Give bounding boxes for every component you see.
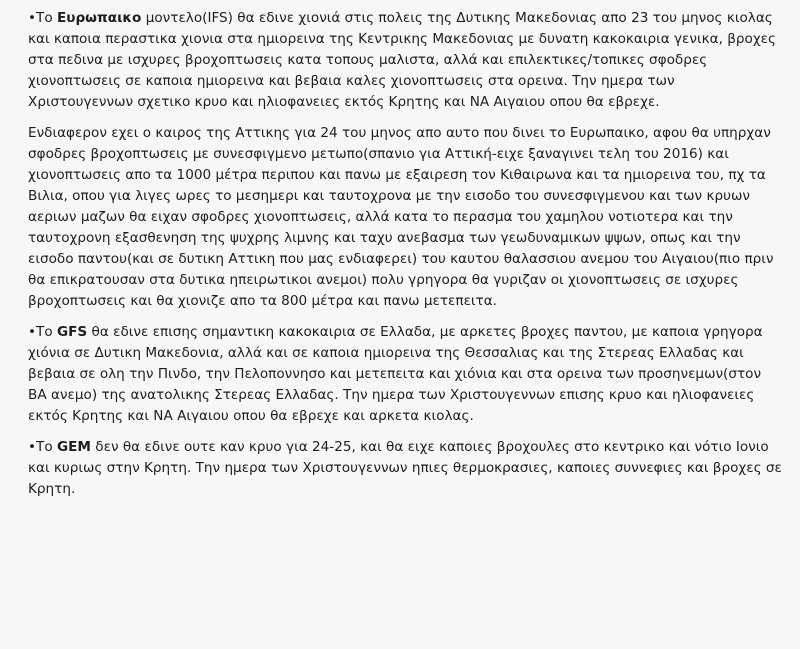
paragraph-gfs-model — [28, 322, 782, 427]
paragraph-attica — [28, 123, 782, 312]
paragraph-lead: Το — [36, 10, 57, 26]
paragraph-gem-model — [28, 437, 782, 500]
paragraph-text: Ενδιαφερον εχει ο καιρος της Αττικης για 24 του μηνος απο αυτο που δινει το Ευρωπαικο, αφου θα υπηρχαν σφοδρες βροχοπτωσεις με συνεσφιγμενο μετωπο(σπανιο για Αττική-ειχε ξαναγινει τελη του 2016) και χιονοπτωσεις απο τα 1000 μέτρα περιπου και πανω με εξαιρεση τον Κιθαιρωνα και τα ημιορεινα του, πχ τα Βιλια, οπου για λιγες ωρες το μεσημερι και ταυτοχρονα με την εισοδο του συνεσφιγμενου και των κρυων αεριων μαζων θα ειχαν σφοδρες χιονοπτωσεις, αλλά κατα το περασμα του χαμηλου νοτιοτερα και την ταυτοχρονη εξασθενηση της ψυχρης λιμνης και ταχυ ανεβασμα των γεωδυναμικων ψψων, οπως και την εισοδο παντου(και σε δυτικη Αττικη που μας ενδιαφερει) του καυτου θαλασσιου ανεμου του Αιγαιου(πιο πριν θα επικρατουσαν στα δυτικα ηπειρωτικοι ανεμοι) πολυ γρηγορα θα γυριζαν οι χιονοπτωσεις σε ισχυρες βροχοπτωσεις και θα χιονιζε απο τα 800 μέτρα και πανω μετεπειτα. — [28, 125, 774, 309]
bullet: • — [28, 439, 37, 455]
model-name-gfs: GFS — [56, 324, 88, 340]
bullet: • — [28, 10, 37, 26]
paragraph-text: θα εδινε επισης σημαντικη κακοκαιρια σε Ελλαδα, με αρκετες βροχες παντου, με καποια γρηγορα χιόνια σε Δυτικη Μακεδονια, αλλά και σε καποια ημιορεινα της Θεσσαλιας και της Στερεας Ελλαδας και βεβαια σε ολη την Πινδο, την Πελοποννησο και μετεπειτα και χιόνια και στα ορεινα των προσηνεμων(στον ΒΑ ανεμο) της ανατολικης Στερεας Ελλαδας. Την ημερα των Χριστουγεννων επισης κρυο και ηλιοφανειες εκτός Κρητης και ΝΑ Αιγαιου οπου θα εβρεχε και αρκετα κιολας. — [28, 324, 763, 424]
paragraph-european-model — [28, 8, 782, 113]
paragraph-text: δεν θα εδινε ουτε καν κρυο για 24-25, και θα ειχε καποιες βροχουλες στο κεντρικο και νότιο Ιονιο και κυριως στην Κρητη. Την ημερα των Χριστουγεννων ηπιες θερμοκρασιες, καποιες συννεφιες και βροχες σε Κρητη. — [28, 439, 782, 497]
paragraph-lead: Το — [36, 439, 57, 455]
model-name-gem: GEM — [56, 439, 91, 455]
model-name-european: Ευρωπαικο — [56, 10, 142, 26]
paragraph-lead: Το — [36, 324, 57, 340]
bullet: • — [28, 324, 37, 340]
paragraph-text: μοντελο(IFS) θα εδινε χιονιά στις πολεις της Δυτικης Μακεδονιας απο 23 του μηνος κιολας και καποια περαστικα χιονια στα ημιορεινα της Κεντρικης Μακεδονιας με δυνατη κακοκαιρια γενικα, βροχες στα πεδινα με ισχυρες βροχοπτωσεις κατα τοπους μαλιστα, αλλά και επιλεκτικες/τοπικες σφοδρες χιονοπτωσεις σε καποια ημιορεινα και βεβαια καλες χιονοπτωσεις στα ορεινα. Την ημερα των Χριστουγεννων σχετικο κρυο και ηλιοφανειες εκτός Κρητης και ΝΑ Αιγαιου οπου θα εβρεχε. — [28, 10, 777, 110]
